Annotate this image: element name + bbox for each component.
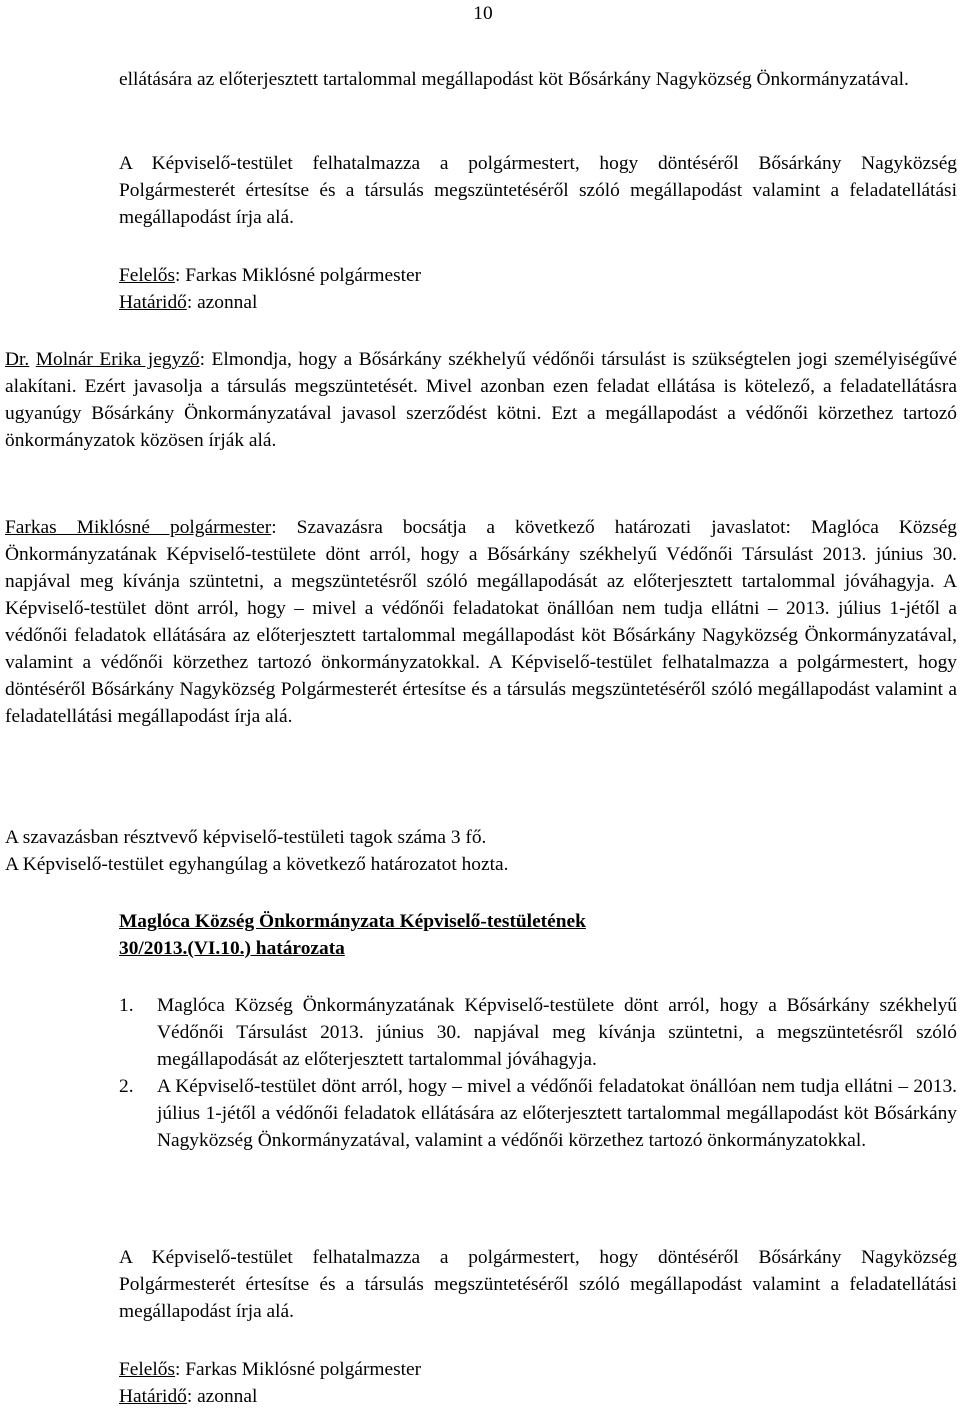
notary-statement xyxy=(5,346,957,454)
responsible-label: Felelős xyxy=(119,265,176,286)
paragraph-text: ellátására az előterjesztett tartalommal megállapodást köt Bősárkány Nagyközség Önkormányzatával. xyxy=(119,69,909,90)
notary-paragraph xyxy=(5,346,957,454)
deadline-line xyxy=(119,1383,957,1410)
vote-count: A szavazásban résztvevő képviselő-testületi tagok száma 3 fő. xyxy=(5,827,487,848)
paragraph-text: A Képviselő-testület felhatalmazza a polgármestert, hogy döntéséről Bősárkány Nagyközség Polgármesterét értesítse és a társulás megszüntetéséről szóló megállapodást valamint a feladatellátási megállapodást írja alá. xyxy=(119,153,957,228)
vote-result: A Képviselő-testület egyhangúlag a következő határozatot hozta. xyxy=(5,854,509,875)
deadline-label: Határidő xyxy=(119,1386,187,1407)
notary-name: Molnár Erika jegyző xyxy=(35,349,200,370)
mayor-name: Farkas Miklósné polgármester xyxy=(5,517,272,538)
resolution-item xyxy=(119,1073,957,1154)
responsible-label: Felelős xyxy=(119,1359,176,1380)
responsible-value: : Farkas Miklósné polgármester xyxy=(175,265,422,286)
resolution-item-text: A Képviselő-testület dönt arról, hogy – mivel a védőnői feladatokat önállóan nem tudja ellátni – 2013. július 1-jétől a védőnői feladatok ellátására az előterjesztett tartalommal megállapodást köt Bősárkány Nagyközség Önkormányzatával, valamint a védőnői körzethez tartozó önkormányzatokkal. xyxy=(157,1076,957,1151)
vote-summary xyxy=(5,824,957,878)
responsible-value: : Farkas Miklósné polgármester xyxy=(175,1359,422,1380)
notary-text: : Elmondja, hogy a Bősárkány székhelyű védőnői társulást is szükségtelen jogi személyiségűvé alakítani. Ezért javasolja a társulás megszüntetését. Mivel azonban ezen feladat ellátása is kötelező, a feladatellátásra ugyanúgy Bősárkány Önkormányzatával javasol szerződést kötni. Ezt a megállapodást a védőnői körzethez tartozó önkormányzatok közösen írják alá. xyxy=(5,349,957,451)
resolution-title xyxy=(119,908,957,962)
deadline-line xyxy=(119,289,957,316)
page-number: 10 xyxy=(473,3,493,24)
responsible-line xyxy=(119,1356,957,1383)
paragraph-authorization-final xyxy=(119,1244,957,1325)
resolution-title-line1: Maglóca Község Önkormányzata Képviselő-testületének xyxy=(119,911,586,932)
mayor-paragraph xyxy=(5,514,957,730)
resolution-item xyxy=(119,992,957,1073)
resolution-item-number: 2. xyxy=(119,1076,134,1097)
deadline-value: : azonnal xyxy=(186,1386,258,1407)
resolution-item-text: Maglóca Község Önkormányzatának Képviselő-testülete dönt arról, hogy a Bősárkány székhelyű Védőnői Társulást 2013. június 30. napjával meg kívánja szüntetni, a megszüntetésről szóló megállapodását az előterjesztett tartalommal jóváhagyja. xyxy=(157,995,957,1070)
notary-prefix: Dr. xyxy=(5,349,30,370)
responsible-deadline-final xyxy=(119,1356,957,1410)
mayor-statement xyxy=(5,514,957,730)
resolution-list xyxy=(119,992,957,1154)
paragraph-authorization xyxy=(119,150,957,231)
resolution-item-number: 1. xyxy=(119,995,134,1016)
resolution-title-line2: 30/2013.(VI.10.) határozata xyxy=(119,938,345,959)
mayor-text: : Szavazásra bocsátja a következő határozati javaslatot: Maglóca Község Önkormányzatának Képviselő-testülete dönt arról, hogy a Bősárkány székhelyű Védőnői Társulást 2013. június 30. napjával meg kívánja szüntetni, a megszüntetésről szóló megállapodását az előterjesztett tartalommal jóváhagyja. A Képviselő-testület dönt arról, hogy – mivel a védőnői feladatokat önállóan nem tudja ellátni – 2013. július 1-jétől a védőnői feladatok ellátására az előterjesztett tartalommal megállapodást köt Bősárkány Nagyközség Önkormányzatával, valamint a védőnői körzethez tartozó önkormányzatokkal. A Képviselő-testület felhatalmazza a polgármestert, hogy döntéséről Bősárkány Nagyközség Polgármesterét értesítse és a társulás megszüntetéséről szóló megállapodást valamint a feladatellátási megállapodást írja alá. xyxy=(5,517,957,727)
deadline-label: Határidő xyxy=(119,292,187,313)
deadline-value: : azonnal xyxy=(186,292,258,313)
responsible-line xyxy=(119,262,957,289)
paragraph-continuation xyxy=(119,66,957,93)
paragraph-text: A Képviselő-testület felhatalmazza a polgármestert, hogy döntéséről Bősárkány Nagyközség Polgármesterét értesítse és a társulás megszüntetéséről szóló megállapodást valamint a feladatellátási megállapodást írja alá. xyxy=(119,1247,957,1322)
responsible-deadline xyxy=(119,262,957,316)
